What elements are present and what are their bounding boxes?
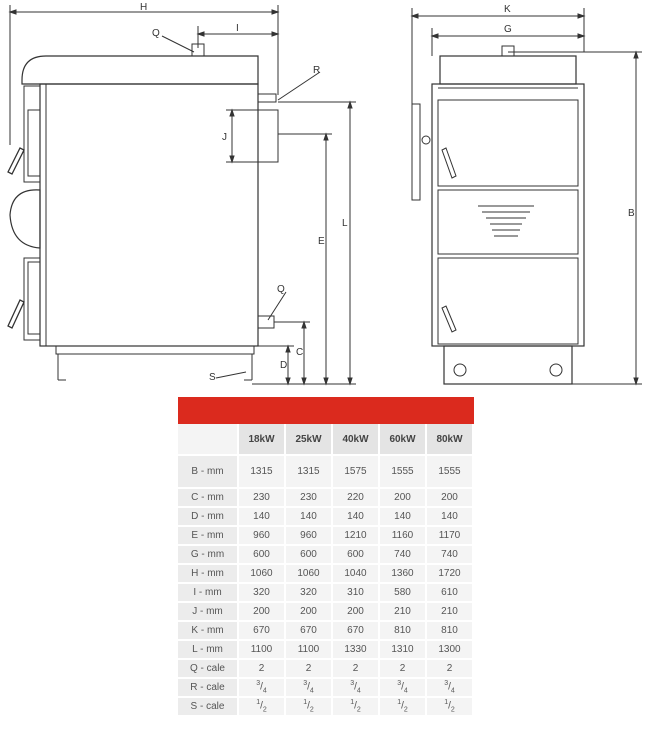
fraction-slash: / <box>307 681 310 693</box>
table-cell: 230 <box>285 488 332 507</box>
label-H: H <box>140 2 148 13</box>
table-row <box>178 583 473 602</box>
column-header: 25kW <box>285 424 332 455</box>
fraction-cell <box>285 697 332 716</box>
table-cell: 1040 <box>332 564 379 583</box>
table-cell: 140 <box>332 507 379 526</box>
fraction-slash: / <box>401 681 404 693</box>
row-label: Q - cale <box>178 659 238 678</box>
label-I: I <box>236 23 239 34</box>
table-cell: 1300 <box>426 640 473 659</box>
fraction-slash: / <box>307 700 310 712</box>
table-cell: 1575 <box>332 455 379 488</box>
table-cell: 740 <box>379 545 426 564</box>
fraction-denominator: 4 <box>450 687 455 695</box>
table-cell: 320 <box>238 583 285 602</box>
fraction-cell <box>332 678 379 697</box>
table-cell: 200 <box>379 488 426 507</box>
table-cell: 600 <box>332 545 379 564</box>
fraction-cell <box>285 678 332 697</box>
table-row <box>178 488 473 507</box>
table-row <box>178 659 473 678</box>
row-label: C - mm <box>178 488 238 507</box>
fraction-denominator: 2 <box>450 706 455 714</box>
table-cell: 810 <box>379 621 426 640</box>
row-label: E - mm <box>178 526 238 545</box>
fraction-slash: / <box>448 700 451 712</box>
table-cell: 200 <box>426 488 473 507</box>
table-cell: 1360 <box>379 564 426 583</box>
table-cell: 810 <box>426 621 473 640</box>
fraction-slash: / <box>354 700 357 712</box>
fraction-cell <box>238 678 285 697</box>
fraction-denominator: 4 <box>356 687 361 695</box>
table-cell: 1555 <box>379 455 426 488</box>
table-row <box>178 545 473 564</box>
table-cell: 960 <box>238 526 285 545</box>
table-cell: 1100 <box>285 640 332 659</box>
fraction-numerator: 3 <box>397 680 402 688</box>
fraction-cell <box>426 678 473 697</box>
fraction-numerator: 3 <box>444 680 449 688</box>
fraction-slash: / <box>260 681 263 693</box>
table-cell: 200 <box>332 602 379 621</box>
fraction-cell <box>332 697 379 716</box>
table-cell: 2 <box>379 659 426 678</box>
fraction-slash: / <box>401 700 404 712</box>
table-row <box>178 640 473 659</box>
table-cell: 600 <box>285 545 332 564</box>
table-row <box>178 678 473 697</box>
row-label: B - mm <box>178 455 238 488</box>
table-cell: 600 <box>238 545 285 564</box>
table-cell: 310 <box>332 583 379 602</box>
table-cell: 2 <box>426 659 473 678</box>
table-row <box>178 697 473 716</box>
column-header: 18kW <box>238 424 285 455</box>
row-label: S - cale <box>178 697 238 716</box>
table-cell: 140 <box>379 507 426 526</box>
table-row <box>178 602 473 621</box>
table-cell: 1720 <box>426 564 473 583</box>
table-row <box>178 564 473 583</box>
row-label: D - mm <box>178 507 238 526</box>
table-cell: 1160 <box>379 526 426 545</box>
row-label: R - cale <box>178 678 238 697</box>
fraction-denominator: 2 <box>309 706 314 714</box>
table-cell: 1555 <box>426 455 473 488</box>
table-cell: 580 <box>379 583 426 602</box>
table-cell: 2 <box>285 659 332 678</box>
fraction-cell <box>238 697 285 716</box>
fraction-slash: / <box>448 681 451 693</box>
column-header: 80kW <box>426 424 473 455</box>
table-row <box>178 621 473 640</box>
fraction-numerator: 1 <box>350 699 355 707</box>
table-cell: 220 <box>332 488 379 507</box>
column-header: 60kW <box>379 424 426 455</box>
table-cell: 1310 <box>379 640 426 659</box>
table-cell: 2 <box>332 659 379 678</box>
label-C: C <box>296 347 304 358</box>
label-G: G <box>504 24 512 35</box>
row-label: L - mm <box>178 640 238 659</box>
table-row <box>178 455 473 488</box>
label-L: L <box>342 218 348 229</box>
label-J: J <box>222 132 227 143</box>
table-cell: 210 <box>379 602 426 621</box>
fraction-numerator: 1 <box>397 699 402 707</box>
fraction-slash: / <box>260 700 263 712</box>
table-cell: 1100 <box>238 640 285 659</box>
label-R: R <box>313 65 321 76</box>
table-cell: 1060 <box>285 564 332 583</box>
table-cell: 1315 <box>238 455 285 488</box>
label-B: B <box>628 208 635 219</box>
column-header: 40kW <box>332 424 379 455</box>
fraction-denominator: 2 <box>262 706 267 714</box>
table-cell: 670 <box>332 621 379 640</box>
table-header-bar <box>178 397 474 424</box>
fraction-numerator: 1 <box>303 699 308 707</box>
table-cell: 140 <box>426 507 473 526</box>
label-Q-top: Q <box>152 28 160 39</box>
fraction-numerator: 3 <box>350 680 355 688</box>
table-cell: 1170 <box>426 526 473 545</box>
fraction-numerator: 1 <box>444 699 449 707</box>
row-label: G - mm <box>178 545 238 564</box>
table-cell: 1210 <box>332 526 379 545</box>
table-cell: 320 <box>285 583 332 602</box>
table-cell: 230 <box>238 488 285 507</box>
fraction-numerator: 1 <box>256 699 261 707</box>
table-cell: 2 <box>238 659 285 678</box>
table-cell: 140 <box>285 507 332 526</box>
fraction-denominator: 2 <box>356 706 361 714</box>
table-cell: 200 <box>238 602 285 621</box>
table-cell: 670 <box>238 621 285 640</box>
table-cell: 1060 <box>238 564 285 583</box>
fraction-denominator: 2 <box>403 706 408 714</box>
row-label: K - mm <box>178 621 238 640</box>
table-row <box>178 507 473 526</box>
row-label: J - mm <box>178 602 238 621</box>
table-row <box>178 526 473 545</box>
side-view <box>8 5 356 384</box>
spec-table-container <box>178 397 474 717</box>
spec-table <box>178 424 474 717</box>
row-label: H - mm <box>178 564 238 583</box>
fraction-slash: / <box>354 681 357 693</box>
table-cell: 610 <box>426 583 473 602</box>
front-view <box>412 8 642 384</box>
table-cell: 1315 <box>285 455 332 488</box>
table-cell: 740 <box>426 545 473 564</box>
table-cell: 1330 <box>332 640 379 659</box>
fraction-cell <box>426 697 473 716</box>
fraction-cell <box>379 697 426 716</box>
fraction-numerator: 3 <box>256 680 261 688</box>
label-S: S <box>209 372 216 383</box>
table-cell: 210 <box>426 602 473 621</box>
row-label: I - mm <box>178 583 238 602</box>
label-Q-bottom: Q <box>277 284 285 295</box>
label-E: E <box>318 236 325 247</box>
label-K: K <box>504 4 511 15</box>
fraction-cell <box>379 678 426 697</box>
fraction-denominator: 4 <box>309 687 314 695</box>
fraction-denominator: 4 <box>262 687 267 695</box>
table-cell: 960 <box>285 526 332 545</box>
fraction-denominator: 4 <box>403 687 408 695</box>
table-cell: 200 <box>285 602 332 621</box>
label-D: D <box>280 360 288 371</box>
corner-cell <box>178 424 238 455</box>
table-cell: 670 <box>285 621 332 640</box>
table-cell: 140 <box>238 507 285 526</box>
table-body <box>178 455 473 716</box>
fraction-numerator: 3 <box>303 680 308 688</box>
